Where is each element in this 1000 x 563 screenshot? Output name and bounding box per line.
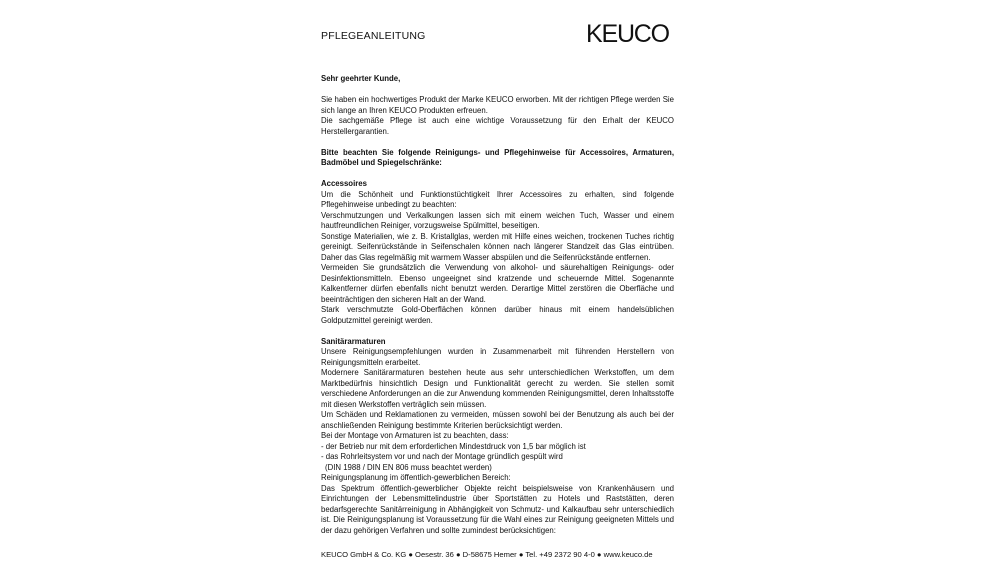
- intro-paragraph: Die sachgemäße Pflege ist auch eine wichtige Voraussetzung für den Erhalt der KEUCO Herstellergarantien.: [321, 116, 674, 136]
- montage-item: (DIN 1988 / DIN EN 806 muss beachtet werden): [325, 462, 492, 472]
- page-footer: KEUCO GmbH & Co. KG ● Oesestr. 36 ● D-58675 Hemer ● Tel. +49 2372 90 4-0 ● www.keuco.de: [321, 550, 653, 559]
- montage-item: - der Betrieb nur mit dem erforderlichen Mindestdruck von 1,5 bar möglich ist: [321, 441, 586, 451]
- accessoires-paragraph: Um die Schönheit und Funktionstüchtigkeit Ihrer Accessoires zu erhalten, sind folgende Pflegehinweise unbedingt zu beachten:: [321, 189, 674, 209]
- planning-paragraph: Das Spektrum öffentlich-gewerblicher Objekte reicht beispielsweise von Krankenhäusern und Einrichtungen der Lebensmittelindustrie über Sportstätten zu Hotels und Raststätten, deren bedarfsgerechte Sanitärreinigung in Abhängigkeit von Schmutz- und Kalkaufbau sehr unterschiedlich ist. Die Reinigungsplanung ist Voraussetzung für die Wahl eines zur Reinigung geeigneten Mittels und der dazu gehörigen Verfahren und sollte zumindest berücksichtigen:: [321, 483, 674, 535]
- accessoires-paragraph: Verschmutzungen und Verkalkungen lassen sich mit einem weichen Tuch, Wasser und einem hautfreundlichen Reiniger, vorzugsweise Spülmittel, beseitigen.: [321, 210, 674, 230]
- accessoires-paragraph: Sonstige Materialien, wie z. B. Kristallglas, werden mit Hilfe eines weichen, trockenen Tuches richtig gereinigt. Seifenrückstände in Seifenschalen können nach längerer Standzeit das Glas eintrüben. Daher das Glas regelmäßig mit warmem Wasser abspülen und die Seifenrückstände entfernen.: [321, 231, 674, 262]
- sanitaer-paragraph: Um Schäden und Reklamationen zu vermeiden, müssen sowohl bei der Benutzung als auch bei der anschließenden Reinigung bestimmte Kriterien berücksichtigt werden.: [321, 410, 674, 430]
- document-body: [321, 74, 674, 536]
- montage-item: - das Rohrleitsystem vor und nach der Montage gründlich gespült wird: [321, 452, 563, 461]
- intro-paragraph: Sie haben ein hochwertiges Produkt der Marke KEUCO erworben. Mit der richtigen Pflege werden Sie sich lange an Ihren KEUCO Produkten erfreuen.: [321, 95, 674, 115]
- accessoires-paragraph: Vermeiden Sie grundsätzlich die Verwendung von alkohol- und säurehaltigen Reinigungs- oder Desinfektionsmitteln. Ebenso ungeeignet sind kratzende und scheuernde Mittel. Sogenannte Kalkentferner dürfen ebenfalls nicht benutzt werden. Derartige Mittel zerstören die Oberfläche und beeinträchtigen den sicheren Halt an der Wand.: [321, 263, 674, 304]
- planning-heading: Reinigungsplanung im öffentlich-gewerblichen Bereich:: [321, 473, 511, 482]
- document-title: PFLEGEANLEITUNG: [321, 30, 426, 42]
- salutation: Sehr geehrter Kunde,: [321, 74, 401, 83]
- section-heading-sanitaerarmaturen: Sanitärarmaturen: [321, 336, 386, 346]
- section-heading-accessoires: Accessoires: [321, 179, 367, 188]
- sanitaer-paragraph: Unsere Reinigungsempfehlungen wurden in Zusammenarbeit mit führenden Herstellern von Reinigungsmitteln erarbeitet.: [321, 347, 674, 367]
- sanitaer-paragraph: Modernere Sanitärarmaturen bestehen heute aus sehr unterschiedlichen Werkstoffen, um dem Marktbedürfnis hinsichtlich Design und Funktionalität gerecht zu werden. Sie stellen somit verschiedene Anforderungen an die zur Anwendung kommenden Reinigungsmittel, deren Inhaltsstoffe mit diesen Werkstoffen verträglich sein müssen.: [321, 368, 674, 409]
- notice-heading: Bitte beachten Sie folgende Reinigungs- und Pflegehinweise für Accessoires, Armaturen, Badmöbel und Spiegelschränke:: [321, 147, 674, 167]
- accessoires-paragraph: Stark verschmutzte Gold-Oberflächen können darüber hinaus mit einem handelsüblichen Goldputzmittel gereinigt werden.: [321, 305, 674, 325]
- montage-intro: Bei der Montage von Armaturen ist zu beachten, dass:: [321, 431, 509, 440]
- keuco-logo: KEUCO: [586, 20, 669, 48]
